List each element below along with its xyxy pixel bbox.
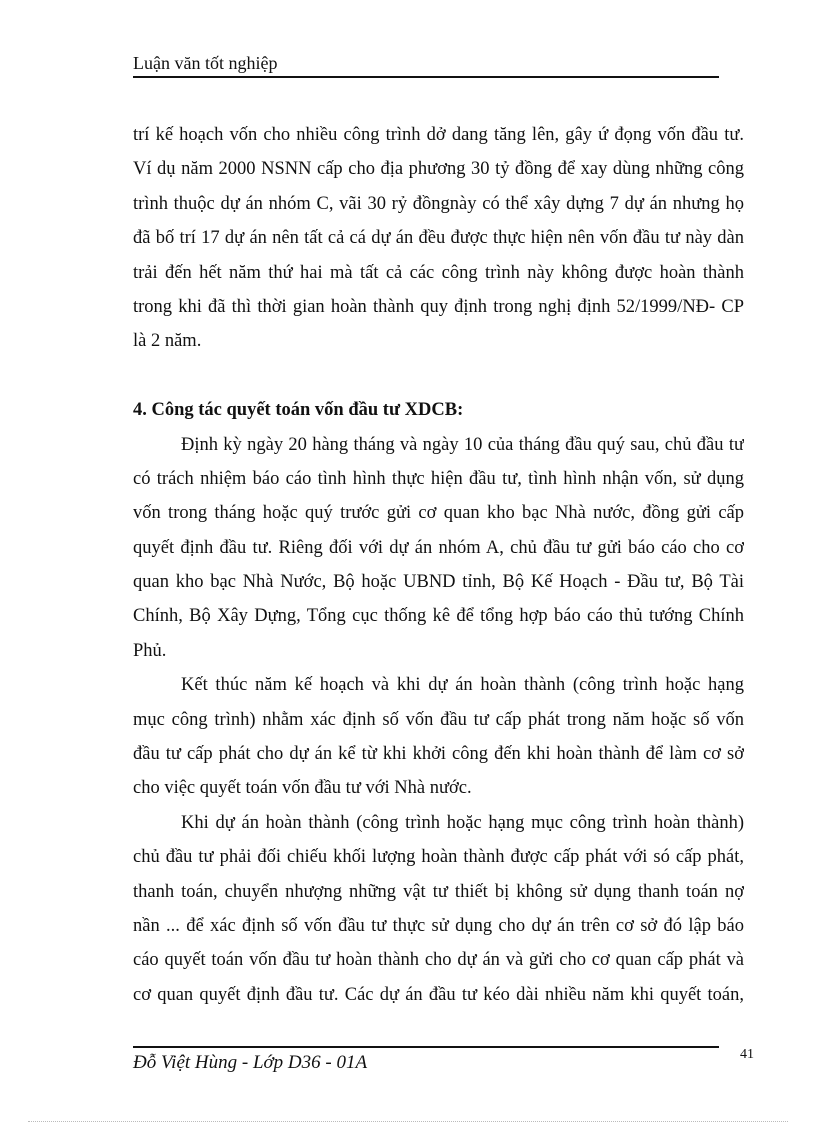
text-line: quyết định đầu tư. Riêng đối với dự án nhóm A, chủ đầu tư gửi báo cáo cho cơ bbox=[133, 537, 744, 558]
section-heading: 4. Công tác quyết toán vốn đầu tư XDCB: bbox=[133, 400, 464, 421]
running-footer-author: Đỗ Việt Hùng - Lớp D36 - 01A bbox=[133, 1052, 368, 1073]
text-line: trong khi đã thì thời gian hoàn thành quy định trong nghị định 52/1999/NĐ- CP bbox=[133, 296, 744, 317]
text-line: Phủ. bbox=[133, 640, 167, 661]
paragraph bbox=[133, 668, 744, 806]
text-line: cho việc quyết toán vốn đầu tư với Nhà nước. bbox=[133, 778, 472, 799]
text-line: vốn trong tháng hoặc quý trước gửi cơ quan kho bạc Nhà nước, đồng gửi cấp bbox=[133, 503, 744, 524]
text-line: mục công trình) nhằm xác định số vốn đầu tư cấp phát trong năm hoặc số vốn bbox=[133, 709, 744, 730]
page-number: 41 bbox=[740, 1047, 754, 1062]
text-line: Ví dụ năm 2000 NSNN cấp cho địa phương 30 tỷ đồng để xay dùng những công bbox=[133, 159, 744, 180]
text-line: nần ... để xác định số vốn đầu tư thực sử dụng cho dự án trên cơ sở đó lập báo bbox=[133, 915, 744, 936]
paragraph bbox=[133, 806, 744, 1012]
text-line: trí kế hoạch vốn cho nhiều công trình dở dang tăng lên, gây ứ đọng vốn đầu tư. bbox=[133, 125, 744, 145]
text-line: cơ quan quyết định đầu tư. Các dự án đầu tư kéo dài nhiều năm khi quyết toán, bbox=[133, 984, 744, 1005]
text-line: thanh toán, chuyển nhượng những vật tư thiết bị không sử dụng thanh toán nợ bbox=[133, 881, 744, 902]
section-spacer bbox=[133, 359, 744, 393]
text-line: có trách nhiệm báo cáo tình hình thực hiện đầu tư, tình hình nhận vốn, sử dụng bbox=[133, 468, 744, 489]
text-line: Định kỳ ngày 20 hàng tháng và ngày 10 của tháng đầu quý sau, chủ đầu tư bbox=[181, 434, 744, 455]
paragraph-continuation bbox=[133, 118, 744, 359]
text-line: trải đến hết năm thứ hai mà tất cả các công trình này không được hoàn thành bbox=[133, 262, 744, 283]
text-line: là 2 năm. bbox=[133, 331, 202, 352]
running-header: Luận văn tốt nghiệp bbox=[133, 53, 278, 73]
footer-rule bbox=[133, 1046, 719, 1048]
header-rule bbox=[133, 76, 719, 78]
text-line: đã bố trí 17 dự án nên tất cả cá dự án đều được thực hiện nên vốn đầu tư này dàn bbox=[133, 228, 744, 249]
body-text bbox=[133, 118, 744, 1012]
page-edge-divider bbox=[28, 1121, 788, 1122]
text-line: Kết thúc năm kế hoạch và khi dự án hoàn thành (công trình hoặc hạng bbox=[181, 675, 744, 696]
text-line: đầu tư cấp phát cho dự án kể từ khi khởi công đến khi hoàn thành để làm cơ sở bbox=[133, 744, 744, 765]
paragraph bbox=[133, 428, 744, 669]
text-line: trình thuộc dự án nhóm C, vãi 30 rỷ đồngnày có thể xây dựng 7 dự án nhưng họ bbox=[133, 193, 744, 214]
text-line: chủ đầu tư phải đối chiếu khối lượng hoàn thành được cấp phát với só cấp phát, bbox=[133, 847, 744, 868]
text-line: quan kho bạc Nhà Nước, Bộ hoặc UBND tỉnh, Bộ Kế Hoạch - Đầu tư, Bộ Tài bbox=[133, 572, 744, 593]
text-line: cáo quyết toán vốn đầu tư hoàn thành cho dự án và gửi cho cơ quan cấp phát và bbox=[133, 950, 744, 971]
text-line: Khi dự án hoàn thành (công trình hoặc hạng mục công trình hoàn thành) bbox=[181, 812, 744, 833]
text-line: Chính, Bộ Xây Dựng, Tổng cục thống kê để tổng hợp báo cáo thủ tướng Chính bbox=[133, 606, 744, 627]
